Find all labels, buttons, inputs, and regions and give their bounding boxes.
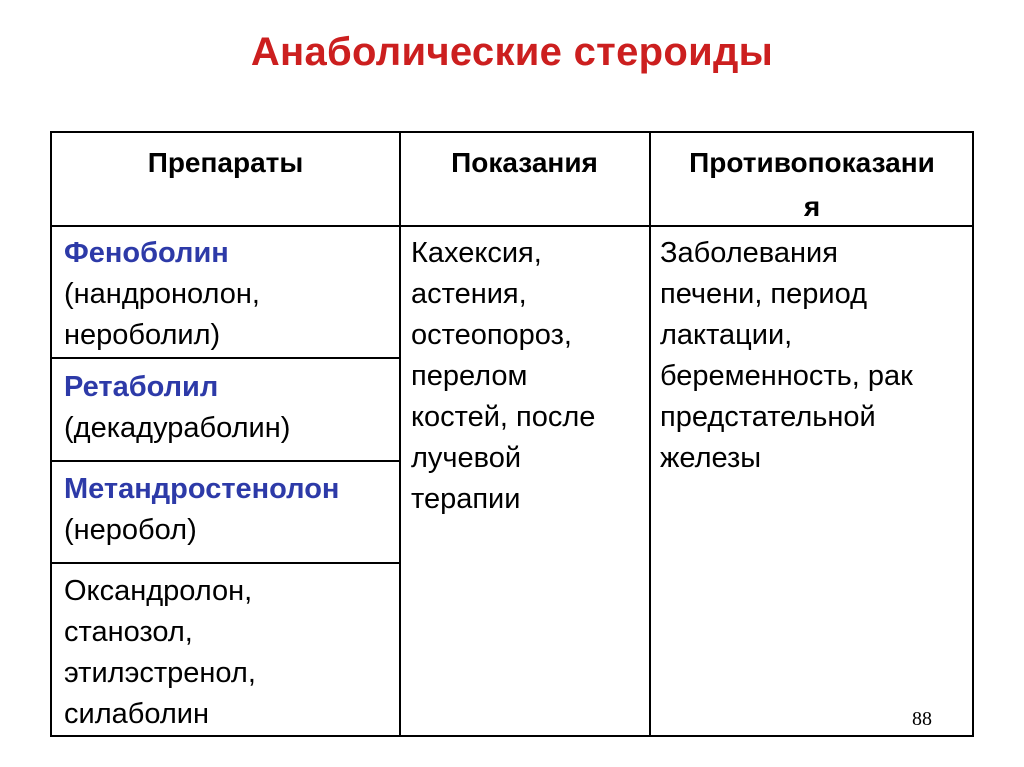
drug-cell-1 [64, 233, 394, 356]
row-divider-1 [52, 357, 400, 359]
drug-synonyms: (неробол) [64, 514, 197, 546]
slide-title: Анаболические стероиды [250, 30, 774, 74]
header-indications: Показания [451, 147, 598, 178]
drugs-table [50, 131, 974, 737]
contraindications-cell: Заболевания печени, период лактации, беременность, рак предстательной железы [660, 237, 913, 474]
drug-synonyms: (декадураболин) [64, 412, 291, 444]
row-divider-3 [52, 562, 400, 564]
drug-synonyms: (нандронолон, нероболил) [64, 278, 260, 351]
drug-name: Метандростенолон [64, 473, 340, 505]
drug-cell-2 [64, 367, 394, 449]
drug-name: Ретаболил [64, 371, 219, 403]
drug-cell-3 [64, 469, 398, 551]
row-divider-2 [52, 460, 400, 462]
column-divider-1 [399, 133, 401, 735]
header-drugs: Препараты [147, 147, 304, 178]
drug-cell-4: Оксандролон, станозол, этилэстренол, силаболин [64, 575, 256, 730]
header-contraindications: Противопоказани я [689, 147, 935, 222]
page-number: 88 [912, 708, 932, 730]
drug-name: Феноболин [64, 237, 229, 269]
indications-cell: Кахексия, астения, остеопороз, перелом костей, после лучевой терапии [411, 237, 596, 515]
